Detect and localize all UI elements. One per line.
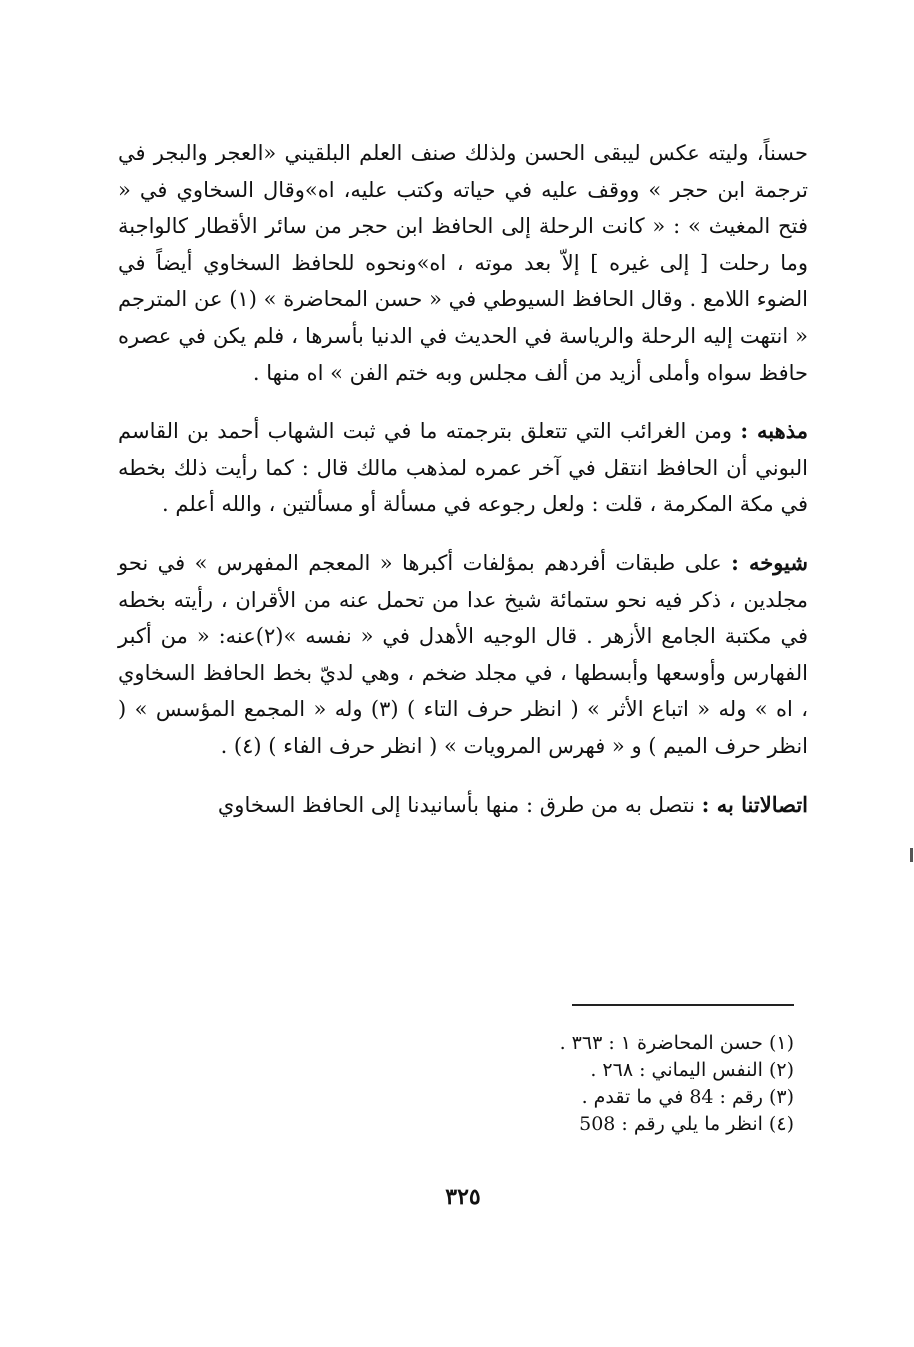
paragraph-shuyukh-heading: شيوخه : (731, 549, 808, 575)
paragraph-ittisalat-text: نتصل به من طرق : منها بأسانيدنا إلى الحافظ السخاوي (217, 792, 695, 817)
footnote-3: (٣) رقم : 84 في ما تقدم . (581, 1086, 794, 1108)
footnote-divider (572, 1004, 794, 1006)
paragraph-madhhab (118, 413, 808, 523)
paragraph-ittisalat (118, 787, 808, 824)
scan-edge-mark (910, 848, 913, 862)
main-text (118, 135, 808, 823)
paragraph-shuyukh-text: على طبقات أفردهم بمؤلفات أكبرها « المعجم المفهرس » في نحو مجلدين ، ذكر فيه نحو ستمائة شيخ عدا من تحمل عنه من الأقران ، رأيته بخطه في مكتبة الجامع الأزهر . قال الوجيه الأهدل في « نفسه »(٢)عنه: « من أكبر الفهارس وأوسعها وأبسطها ، في مجلد ضخم ، وهي لديّ بخط الحافظ السخاوي ، اه » وله « اتباع الأثر » ( انظر حرف التاء ) (٣) وله « المجمع المؤسس » ( انظر حرف الميم ) و « فهرس المرويات » ( انظر حرف الفاء ) (٤) . (118, 550, 809, 758)
paragraph-shuyukh (118, 545, 808, 765)
paragraph-madhhab-heading: مذهبه : (740, 418, 808, 444)
paragraph-madhhab-text: ومن الغرائب التي تتعلق بترجمته ما في ثبت الشهاب أحمد بن القاسم البوني أن الحافظ انتقل في آخر عمره لمذهب مالك قال : كما رأيت ذلك بخطه في مكة المكرمة ، قلت : ولعل رجوعه في مسألة أو مسألتين ، والله أعلم . (118, 419, 808, 517)
footnotes (494, 1030, 794, 1138)
footnote-4: (٤) انظر ما يلي رقم : 508 (579, 1113, 794, 1135)
paragraph-intro-text: حسناً، وليته عكس ليبقى الحسن ولذلك صنف العلم البلقيني «العجر والبجر في ترجمة ابن حجر » ووقف عليه في حياته وكتب عليه، اه»وقال السخاوي في « فتح المغيث » : « كانت الرحلة إلى الحافظ ابن حجر من سائر الأقطار كالواجبة وما رحلت [ إلى غيره ] إلاّ بعد موته ، اه»ونحوه للحافظ السخاوي أيضاً في الضوء اللامع . وقال الحافظ السيوطي في « حسن المحاضرة » (١) عن المترجم « انتهت إليه الرحلة والرياسة في الحديث في الدنيا بأسرها ، فلم يكن في عصره حافظ سواه وأملى أزيد من ألف مجلس وبه ختم الفن » اه منها . (118, 141, 808, 385)
footnote-2: (٢) النفس اليماني : ٢٦٨ . (590, 1059, 794, 1081)
footnote-1: (١) حسن المحاضرة ١ : ٣٦٣ . (559, 1032, 794, 1054)
page-number: ٣٢٥ (445, 1184, 481, 1210)
paragraph-ittisalat-heading: اتصالاتنا به : (701, 791, 808, 817)
paragraph-intro (118, 135, 808, 391)
